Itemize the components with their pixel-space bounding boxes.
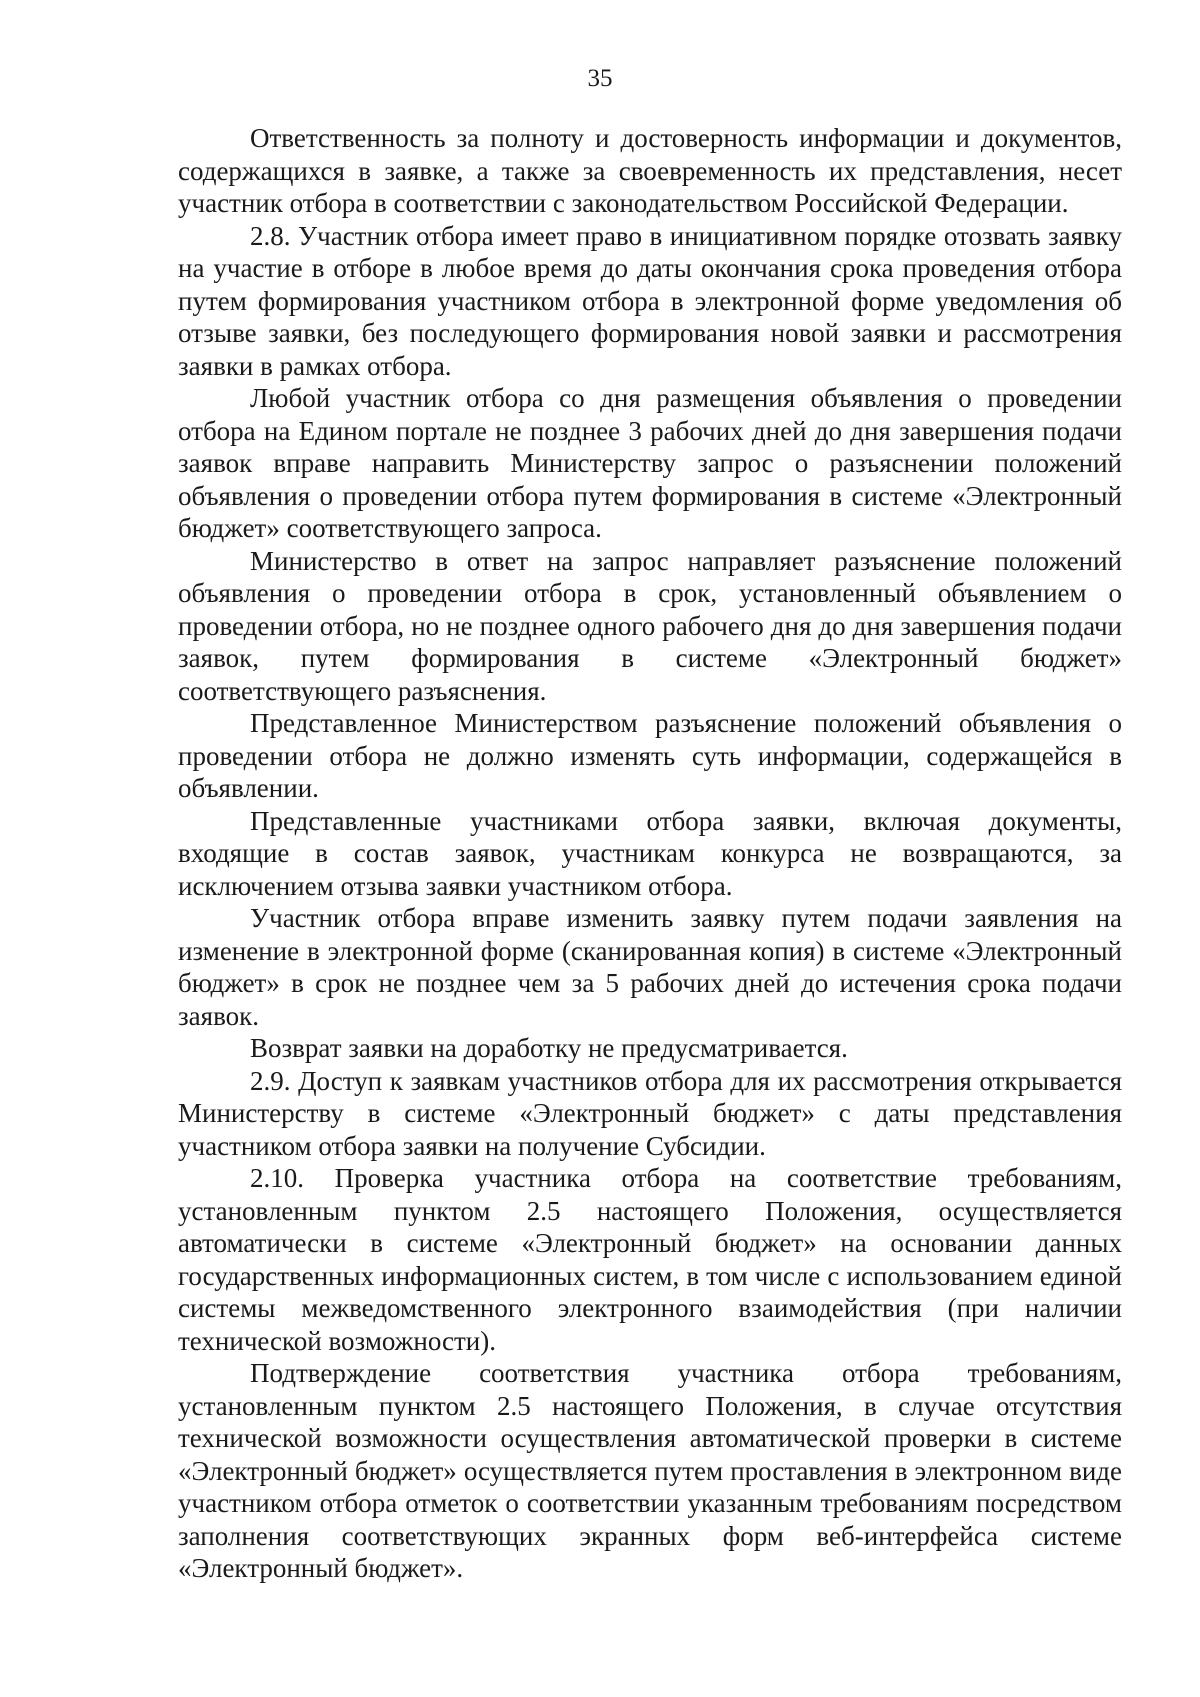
paragraph-applications-not-returned: Представленные участниками отбора заявки, включая документы, входящие в состав заявок, участникам конкурса не возвращаются, за исключением отзыва заявки участником отбора. — [178, 805, 1122, 901]
paragraph-ministry-response: Министерство в ответ на запрос направляет разъяснение положений объявления о проведении отбора в срок, установленный объявлением о проведении отбора, но не позднее одного рабочего дня до дня завершения подачи заявок, путем формирования в системе «Электронный бюджет» соответствующего разъяснения. — [178, 545, 1122, 706]
paragraph-2-9-access: 2.9. Доступ к заявкам участников отбора для их рассмотрения открывается Министерству в системе «Электронный бюджет» с даты представления участником отбора заявки на получение Субсидии. — [178, 1065, 1122, 1161]
document-body — [178, 122, 1122, 1585]
paragraph-application-change: Участник отбора вправе изменить заявку путем подачи заявления на изменение в электронной форме (сканированная копия) в системе «Электронный бюджет» в срок не позднее чем за 5 рабочих дней до истечения срока подачи заявок. — [178, 903, 1122, 1031]
paragraph-responsibility: Ответственность за полноту и достоверность информации и документов, содержащихся в заявке, а также за своевременность их представления, несет участник отбора в соответствии с законодательством Российской Федерации. — [178, 123, 1122, 218]
paragraph-2-8-withdraw: 2.8. Участник отбора имеет право в инициативном порядке отозвать заявку на участие в отборе в любое время до даты окончания срока проведения отбора путем формирования участником отбора в электронной форме уведомления об отзыве заявки, без последующего формирования новой заявки и рассмотрения заявки в рамках отбора. — [178, 220, 1122, 381]
paragraph-clarification-request: Любой участник отбора со дня размещения объявления о проведении отбора на Едином портале не позднее 3 рабочих дней до дня завершения подачи заявок вправе направить Министерству запрос о разъяснении положений объявления о проведении отбора путем формирования в системе «Электронный бюджет» соответствующего запроса. — [178, 383, 1122, 543]
paragraph-2-10-verification: 2.10. Проверка участника отбора на соответствие требованиям, установленным пунктом 2.5 настоящего Положения, осуществляется автоматически в системе «Электронный бюджет» на основании данных государственных информационных систем, в том числе с использованием единой системы межведомственного электронного взаимодействия (при наличии технической возможности). — [178, 1163, 1122, 1356]
page-number: 35 — [587, 65, 613, 92]
paragraph-confirmation: Подтверждение соответствия участника отбора требованиям, установленным пунктом 2.5 настоящего Положения, в случае отсутствия технической возможности осуществления автоматической проверки в системе «Электронный бюджет» осуществляется путем проставления в электронном виде участником отбора отметок о соответствии указанным требованиям посредством заполнения соответствующих экранных форм веб-интерфейса системе «Электронный бюджет». — [178, 1358, 1122, 1583]
paragraph-clarification-scope: Представленное Министерством разъяснение положений объявления о проведении отбора не должно изменять суть информации, содержащейся в объявлении. — [178, 708, 1122, 803]
paragraph-no-rework: Возврат заявки на доработку не предусматривается. — [250, 1033, 848, 1063]
